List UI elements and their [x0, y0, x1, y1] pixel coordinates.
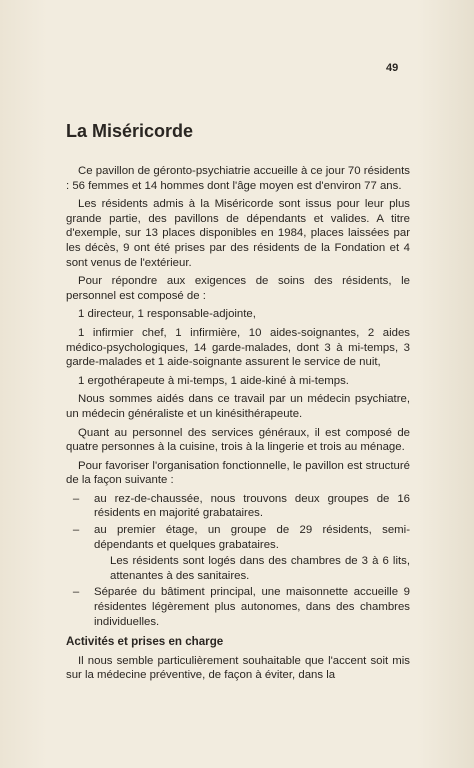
paragraph: Il nous semble particulièrement souhaitable que l'accent soit mis sur la médecine préventive, de façon à éviter, dans la — [66, 654, 410, 682]
list-item — [66, 492, 410, 521]
paragraph: Pour répondre aux exigences de soins des résidents, le personnel est composé de : — [66, 275, 410, 302]
structure-list — [66, 492, 410, 629]
list-sub-paragraph: Les résidents sont logés dans des chambres de 3 à 6 lits, attenantes à des sanitaires. — [110, 555, 410, 582]
subheading: Activités et prises en charge — [66, 635, 224, 649]
page-number: 49 — [386, 62, 399, 74]
dash-bullet: – — [72, 492, 80, 505]
list-item-text: au rez-de-chaussée, nous trouvons deux groupes de 16 résidents en majorité grabataires. — [94, 492, 410, 520]
paragraph: Quant au personnel des services généraux, il est composé de quatre personnes à la cuisine, trois à la lingerie et trois au ménage. — [66, 426, 410, 454]
body-text — [66, 164, 410, 687]
paragraph: 1 directeur, 1 responsable-adjointe, — [78, 308, 256, 321]
paragraph: 1 infirmier chef, 1 infirmière, 10 aides-soignantes, 2 aides médico-psychologiques, 14 garde-malades, dont 3 à mi-temps, 3 garde-malades et 1 aide-soignante assurent le service de nuit, — [66, 326, 410, 369]
paragraph: 1 ergothérapeute à mi-temps, 1 aide-kiné à mi-temps. — [78, 374, 349, 387]
paragraph: Nous sommes aidés dans ce travail par un médecin psychiatre, un médecin généraliste et un kinésithérapeute. — [66, 393, 410, 420]
dash-bullet: – — [72, 524, 80, 537]
paragraph: Pour favoriser l'organisation fonctionnelle, le pavillon est structuré de la façon suivante : — [66, 459, 410, 487]
paragraph: Les résidents admis à la Miséricorde sont issus pour leur plus grande partie, des pavillons de dépendants et valides. A titre d'exemple, sur 13 places disponibles en 1984, places laissées par les décès, 9 ont été prises par des résidents de la Fondation et 4 sont venus de l'extérieur. — [66, 198, 410, 269]
list-item-text: au premier étage, un groupe de 29 résidents, semi-dépendants et quelques grabataires. — [94, 524, 410, 551]
list-item — [66, 585, 410, 629]
dash-bullet: – — [72, 586, 80, 599]
list-item-text: Séparée du bâtiment principal, une maisonnette accueille 9 résidentes légèrement plus autonomes, dans des chambres individuelles. — [94, 586, 410, 628]
section-title: La Miséricorde — [66, 121, 194, 141]
list-item — [66, 523, 410, 583]
paragraph: Ce pavillon de géronto-psychiatrie accueille à ce jour 70 résidents : 56 femmes et 14 hommes dont l'âge moyen est d'environ 77 ans. — [66, 165, 410, 192]
